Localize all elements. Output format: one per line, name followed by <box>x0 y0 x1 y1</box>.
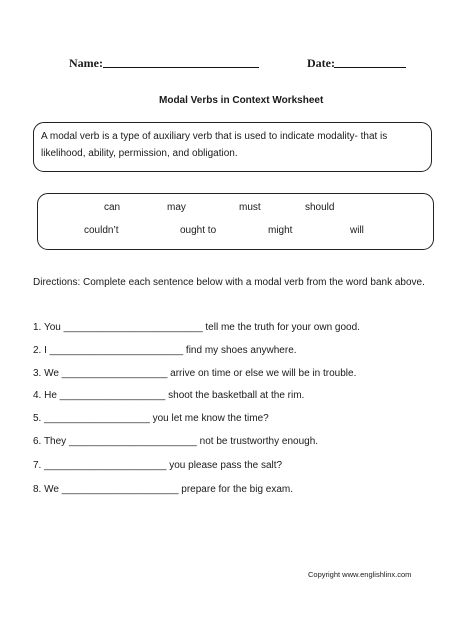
word-bank-item: ought to <box>180 225 217 236</box>
copyright-text: Copyright www.englishlinx.com <box>308 570 412 579</box>
word-bank-item: will <box>350 225 364 236</box>
sentence-item[interactable]: 4. He ___________________ shoot the basketball at the rim. <box>33 390 305 401</box>
page-title: Modal Verbs in Context Worksheet <box>159 95 324 106</box>
sentence-item[interactable]: 1. You _________________________ tell me the truth for your own good. <box>33 322 360 333</box>
sentence-item[interactable]: 3. We ___________________ arrive on time or else we will be in trouble. <box>33 368 357 379</box>
word-bank-box <box>37 193 434 250</box>
sentence-item[interactable]: 7. ______________________ you please pass the salt? <box>33 460 283 471</box>
word-bank-item: might <box>268 225 293 236</box>
word-bank-item: should <box>305 202 335 213</box>
word-bank-item: can <box>104 202 121 213</box>
sentence-item[interactable]: 6. They _______________________ not be trustworthy enough. <box>33 436 319 447</box>
sentence-item[interactable]: 5. ___________________ you let me know the time? <box>33 413 269 424</box>
definition-text: A modal verb is a type of auxiliary verb that is used to indicate modality- that is likelihood, ability, permission, and obligation. <box>41 131 388 159</box>
date-blank[interactable] <box>334 67 406 68</box>
date-label: Date: <box>307 56 335 70</box>
directions-text: Directions: Complete each sentence below with a modal verb from the word bank above. <box>33 277 425 288</box>
word-bank-item: couldn’t <box>84 225 119 236</box>
sentence-item[interactable]: 2. I ________________________ find my shoes anywhere. <box>33 345 297 356</box>
word-bank-item: may <box>167 202 186 213</box>
word-bank-item: must <box>239 202 261 213</box>
definition-box <box>33 122 432 172</box>
sentence-item[interactable]: 8. We _____________________ prepare for the big exam. <box>33 484 294 495</box>
name-blank[interactable] <box>103 67 259 68</box>
name-label: Name: <box>69 56 103 70</box>
